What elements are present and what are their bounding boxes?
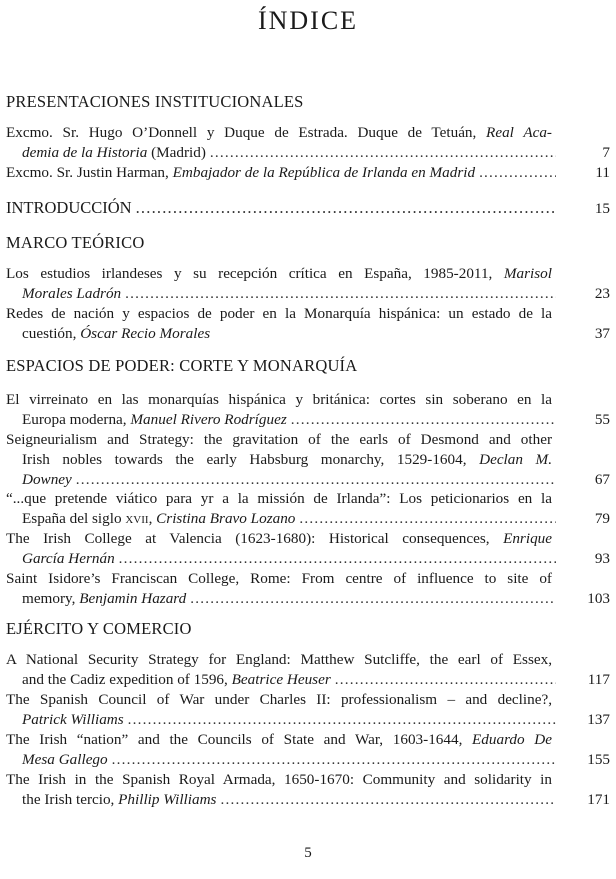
toc-entry[interactable]: Redes de nación y espacios de poder en la Monarquía hispánica: un estado de la cuestión, Óscar Recio Morales 37 xyxy=(6,305,610,342)
section-heading: PRESENTACIONES INSTITUCIONALES xyxy=(6,92,304,111)
page-title: ÍNDICE xyxy=(257,6,359,35)
page-number: 103 xyxy=(587,590,610,607)
section-heading: INTRODUCCIÓN xyxy=(6,198,132,217)
page-number: 79 xyxy=(594,510,610,527)
toc-entry[interactable]: Seigneurialism and Strategy: the gravitation of the earls of Desmond and other Irish nobles towards the early Habsburg monarchy, 1529-1604, Declan M. Downey ..... 67 xyxy=(6,430,610,490)
leader-dots xyxy=(112,750,556,770)
toc-entry[interactable]: “...que pretende viático para yr a la missión de Irlanda”: Los peticionarios en la España del siglo XVII, Cristina Bravo Lozano ..... 79 xyxy=(6,489,610,530)
leader-dots xyxy=(119,549,556,569)
folio-page-number: 5 xyxy=(304,845,312,861)
leader-dots xyxy=(479,163,556,183)
leader-dots xyxy=(76,470,556,490)
leader-dots xyxy=(220,790,556,810)
section-heading: MARCO TEÓRICO xyxy=(6,233,145,252)
page-number: 11 xyxy=(595,164,610,181)
page-number: 15 xyxy=(594,200,610,217)
page-number: 67 xyxy=(594,471,610,488)
page-number: 117 xyxy=(587,671,610,688)
page-number: 155 xyxy=(587,751,610,768)
leader-dots xyxy=(128,710,556,730)
leader-dots xyxy=(291,410,556,430)
page-number: 55 xyxy=(594,411,610,428)
toc-entry[interactable]: The Irish in the Spanish Royal Armada, 1650-1670: Community and solidarity in the Irish tercio, Phillip Williams ..... 171 xyxy=(6,770,610,810)
toc-entry[interactable]: The Spanish Council of War under Charles II: professionalism – and decline?, Patrick Williams ..... 137 xyxy=(6,690,610,730)
toc-entry[interactable]: Excmo. Sr. Justin Harman, Embajador de la República de Irlanda en Madrid ..... 11 xyxy=(6,163,610,183)
toc-entry[interactable]: Excmo. Sr. Hugo O’Donnell y Duque de Estrada. Duque de Tetuán, Real Aca- demia de la Historia (Madrid) ..... 7 xyxy=(6,123,610,163)
toc-entry[interactable]: Los estudios irlandeses y su recepción crítica en España, 1985-2011, Marisol Morales Ladrón ..... 23 xyxy=(6,264,610,304)
leader-dots xyxy=(125,284,556,304)
toc-entry[interactable]: The Irish “nation” and the Councils of State and War, 1603-1644, Eduardo De Mesa Gallego ..... 155 xyxy=(6,730,610,770)
leader-dots xyxy=(136,198,556,218)
page-number: 137 xyxy=(587,711,610,728)
leader-dots xyxy=(210,143,556,163)
toc-entry-introduccion[interactable] xyxy=(6,198,610,219)
page-number: 23 xyxy=(594,285,610,302)
leader-dots xyxy=(299,509,556,529)
page-number: 171 xyxy=(587,791,610,808)
page-number: 7 xyxy=(602,144,610,161)
leader-dots xyxy=(190,589,556,609)
section-heading: EJÉRCITO Y COMERCIO xyxy=(6,619,192,638)
toc-entry[interactable]: A National Security Strategy for England: Matthew Sutcliffe, the earl of Essex, and the Cadiz expedition of 1596, Beatrice Heuser ..... 117 xyxy=(6,650,610,690)
toc-entry[interactable]: Saint Isidore’s Franciscan College, Rome: From centre of influence to site of memory, Benjamin Hazard ..... 103 xyxy=(6,569,610,609)
leader-dots xyxy=(335,670,556,690)
toc-entry[interactable]: The Irish College at Valencia (1623-1680): Historical consequences, Enrique García Hernán ..... 93 xyxy=(6,529,610,569)
page-number: 93 xyxy=(594,550,610,567)
toc-entry[interactable]: El virreinato en las monarquías hispánica y británica: cortes sin soberano en la Europa moderna, Manuel Rivero Rodríguez ..... 55 xyxy=(6,390,610,430)
section-heading: ESPACIOS DE PODER: CORTE Y MONARQUÍA xyxy=(6,356,358,375)
page-number: 37 xyxy=(594,325,610,342)
